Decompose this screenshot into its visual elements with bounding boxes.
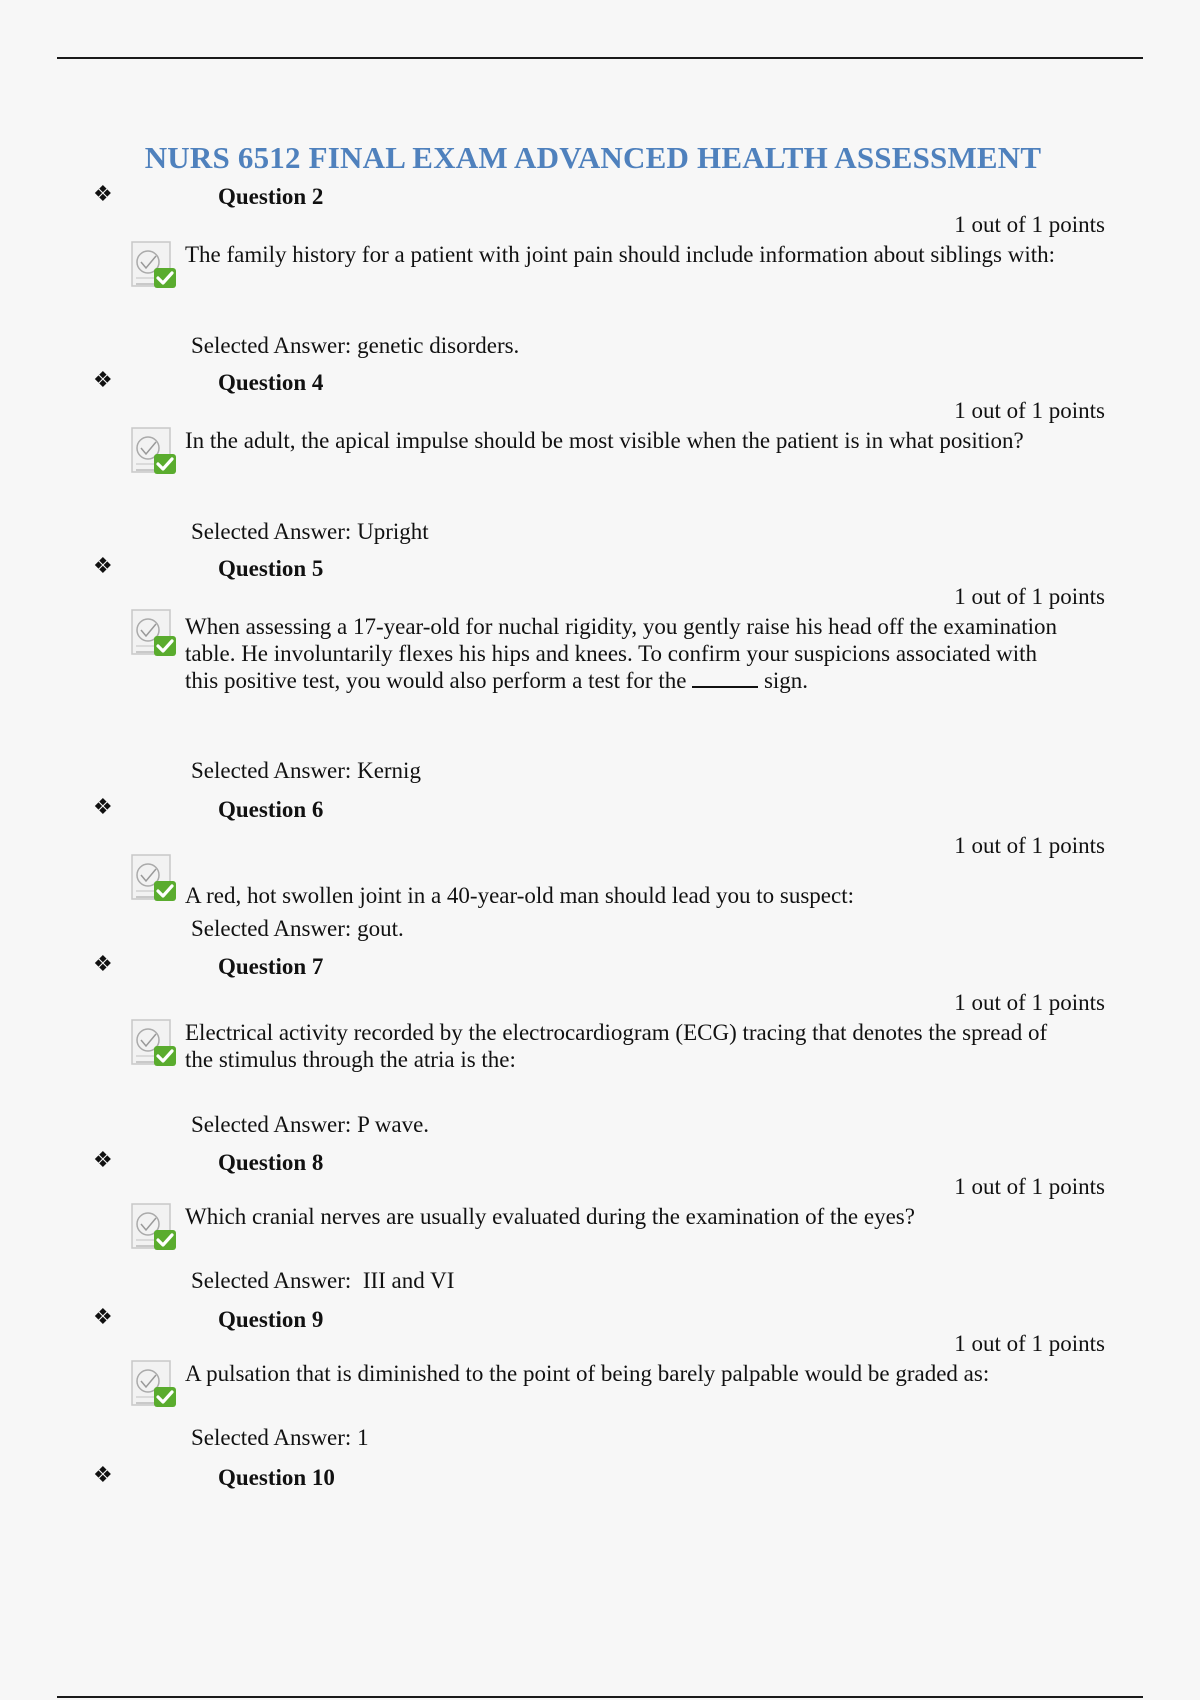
diamond-bullet-icon: ❖ xyxy=(93,1463,113,1488)
points-score: 1 out of 1 points xyxy=(954,212,1105,237)
question-label: Question 2 xyxy=(218,184,324,209)
points-score: 1 out of 1 points xyxy=(954,833,1105,858)
correct-check-icon xyxy=(128,240,180,290)
diamond-bullet-icon: ❖ xyxy=(93,952,113,977)
answer-prefix: Selected Answer: xyxy=(191,1268,352,1293)
diamond-bullet-icon: ❖ xyxy=(93,368,113,393)
selected-answer xyxy=(191,1268,454,1294)
selected-answer xyxy=(191,758,421,784)
selected-answer xyxy=(191,1112,429,1138)
question-text: The family history for a patient with joint pain should include information about siblings with: xyxy=(185,242,1056,267)
answer-value: Kernig xyxy=(357,758,421,783)
correct-check-icon xyxy=(128,426,180,476)
question-text: Electrical activity recorded by the electrocardiogram (ECG) tracing that denotes the spread of the stimulus through the atria is the: xyxy=(185,1020,1048,1072)
answer-value: III and VI xyxy=(357,1268,455,1293)
points-score: 1 out of 1 points xyxy=(954,584,1105,609)
answer-value: genetic disorders. xyxy=(357,333,520,358)
diamond-bullet-icon: ❖ xyxy=(93,795,113,820)
question-text: Which cranial nerves are usually evaluated during the examination of the eyes? xyxy=(185,1204,915,1229)
answer-value: 1 xyxy=(357,1425,369,1450)
answer-prefix: Selected Answer: xyxy=(191,333,352,358)
footer-rule xyxy=(57,1696,1143,1698)
diamond-bullet-icon: ❖ xyxy=(93,182,113,207)
correct-check-icon xyxy=(128,608,180,658)
diamond-bullet-icon: ❖ xyxy=(93,1148,113,1173)
diamond-bullet-icon: ❖ xyxy=(93,1305,113,1330)
answer-prefix: Selected Answer: xyxy=(191,1425,352,1450)
answer-prefix: Selected Answer: xyxy=(191,916,352,941)
question-text: A pulsation that is diminished to the point of being barely palpable would be graded as: xyxy=(185,1361,990,1386)
question-label: Question 7 xyxy=(218,954,324,979)
diamond-bullet-icon: ❖ xyxy=(93,554,113,579)
points-score: 1 out of 1 points xyxy=(954,1174,1105,1199)
selected-answer xyxy=(191,519,429,545)
points-score: 1 out of 1 points xyxy=(954,398,1105,423)
question-label: Question 5 xyxy=(218,556,324,581)
question-text-end: sign. xyxy=(763,668,809,693)
selected-answer xyxy=(191,1425,369,1451)
answer-value: P wave. xyxy=(357,1112,430,1137)
selected-answer xyxy=(191,333,519,359)
page-title: NURS 6512 FINAL EXAM ADVANCED HEALTH ASSESSMENT xyxy=(144,140,1042,175)
question-label: Question 10 xyxy=(218,1465,335,1490)
question-label: Question 9 xyxy=(218,1307,324,1332)
question-text: In the adult, the apical impulse should be most visible when the patient is in what position? xyxy=(185,428,1024,453)
question-label: Question 4 xyxy=(218,370,324,395)
question-text: A red, hot swollen joint in a 40-year-old man should lead you to suspect: xyxy=(185,883,854,908)
answer-prefix: Selected Answer: xyxy=(191,519,352,544)
answer-value: gout. xyxy=(357,916,404,941)
answer-prefix: Selected Answer: xyxy=(191,758,352,783)
answer-value: Upright xyxy=(357,519,429,544)
question-text xyxy=(185,613,1065,694)
question-label: Question 6 xyxy=(218,797,324,822)
selected-answer xyxy=(191,916,404,942)
question-label: Question 8 xyxy=(218,1150,324,1175)
points-score: 1 out of 1 points xyxy=(954,1331,1105,1356)
correct-check-icon xyxy=(128,1018,180,1068)
points-score: 1 out of 1 points xyxy=(954,990,1105,1015)
header-rule xyxy=(57,57,1143,59)
fill-in-blank xyxy=(692,668,758,688)
correct-check-icon xyxy=(128,1359,180,1409)
question-text-main: When assessing a 17-year-old for nuchal rigidity, you gently raise his head off the examination table. He involuntarily flexes his hips and knees. To confirm your suspicions associated with this positive test, you would also perform a test for the xyxy=(185,614,1058,693)
answer-prefix: Selected Answer: xyxy=(191,1112,352,1137)
correct-check-icon xyxy=(128,853,180,903)
correct-check-icon xyxy=(128,1202,180,1252)
